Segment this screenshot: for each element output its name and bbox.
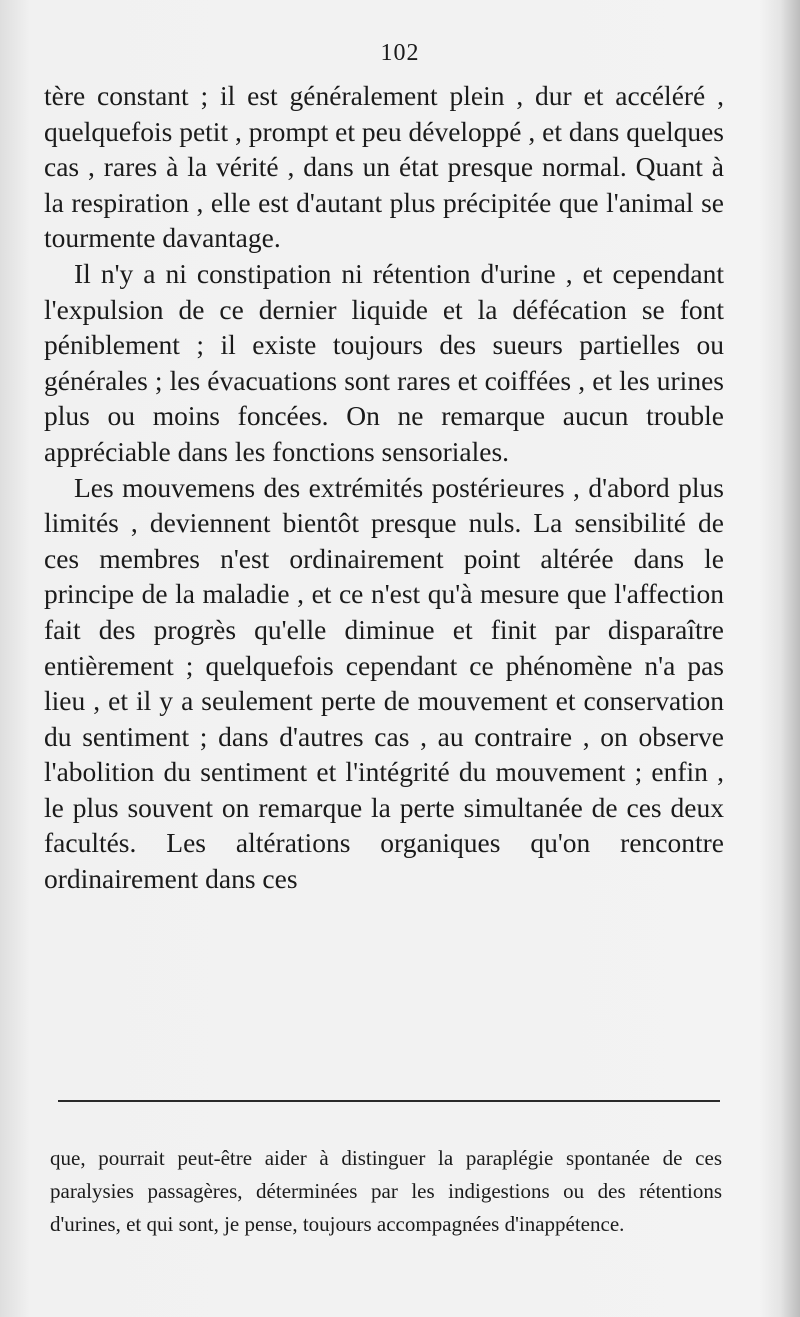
main-text bbox=[44, 78, 724, 897]
page-edge-shadow bbox=[780, 0, 800, 1317]
footnote bbox=[50, 1142, 722, 1241]
paragraph-mouvemens: Les mouvemens des extrémités postérieures , d'abord plus limités , deviennent bientôt presque nuls. La sensibilité de ces membres n'est ordinairement point altérée dans le principe de la maladie , et ce n'est qu'à mesure que l'affection fait des progrès qu'elle diminue et finit par disparaître entièrement ; quelquefois cependant ce phénomène n'a pas lieu , et il y a seulement perte de mouvement et conservation du sentiment ; dans d'autres cas , au contraire , on observe l'abolition du sentiment et l'intégrité du mouvement ; enfin , le plus souvent on remarque la perte simultanée de ces deux facultés. Les altérations organiques qu'on rencontre ordinairement dans ces bbox=[44, 471, 724, 895]
footnote-divider bbox=[58, 1100, 720, 1102]
paragraph-constipation: Il n'y a ni constipation ni rétention d'urine , et cependant l'expulsion de ce dernier liquide et la défécation se font péniblement ; il existe toujours des sueurs partielles ou générales ; les évacuations sont rares et coiffées , et les urines plus ou moins foncées. On ne remarque aucun trouble appréciable dans les fonctions sensoriales. bbox=[44, 257, 724, 467]
page-number: 102 bbox=[380, 40, 420, 66]
footnote-text: que, pourrait peut-être aider à distinguer la paraplégie spontanée de ces paralysies passagères, déterminées par les indigestions ou des rétentions d'urines, et qui sont, je pense, toujours accompagnées d'inappétence. bbox=[50, 1146, 722, 1236]
paragraph-continuation: tère constant ; il est généralement plein , dur et accéléré , quelquefois petit , prompt et peu développé , et dans quelques cas , rares à la vérité , dans un état presque normal. Quant à la respiration , elle est d'autant plus précipitée que l'animal se tourmente davantage. bbox=[44, 80, 724, 254]
